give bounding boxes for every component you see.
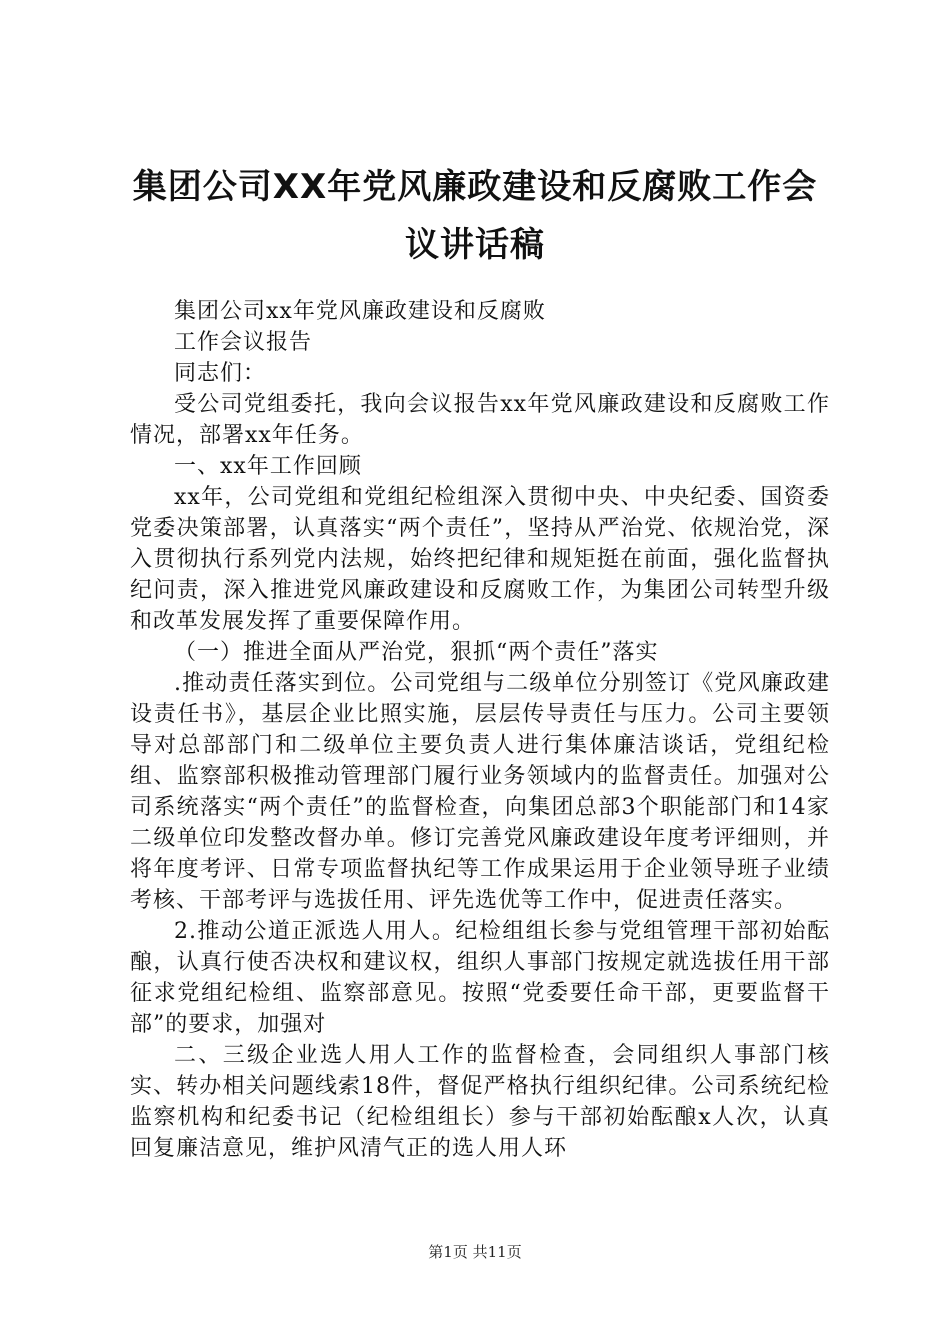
paragraph-report-name-line-1: 集团公司xx年党风廉政建设和反腐败 — [174, 299, 546, 324]
subsection-heading-1: （一）推进全面从严治党，狠抓“两个责任”落实 — [174, 640, 659, 665]
paragraph-salutation: 同志们： — [174, 361, 267, 386]
document-title — [110, 158, 840, 274]
title-line-1: 集团公司XX年党风廉政建设和反腐败工作会 — [132, 167, 818, 207]
paragraph-item-2: 2.推动公道正派选人用人。纪检组组长参与党组管理干部初始酝酿，认真行使否决权和建议权，组织人事部门按规定就选拔任用干部征求党组纪检组、监察部意见。按照“党委要任命干部，更要监督干部”的要求，加强对 — [130, 919, 830, 1037]
page-footer: 第1页 共11页 — [428, 1243, 522, 1261]
paragraph-continuation: 二、三级企业选人用人工作的监督检查，会同组织人事部门核实、转办相关问题线索18件，督促严格执行组织纪律。公司系统纪检监察机构和纪委书记（纪检组组长）参与干部初始酝酿x人次，认真回复廉洁意见，维护风清气正的选人用人环 — [130, 1043, 830, 1161]
paragraph-intro: 受公司党组委托，我向会议报告xx年党风廉政建设和反腐败工作情况，部署xx年任务。 — [130, 392, 830, 448]
document-body — [130, 296, 830, 1164]
paragraph-item-1: .推动责任落实到位。公司党组与二级单位分别签订《党风廉政建设责任书》，基层企业比照实施，层层传导责任与压力。公司主要领导对总部部门和二级单位主要负责人进行集体廉洁谈话，党组纪检组、监察部积极推动管理部门履行业务领域内的监督责任。加强对公司系统落实“两个责任”的监督检查，向集团总部3个职能部门和14家二级单位印发整改督办单。修订完善党风廉政建设年度考评细则，并将年度考评、日常专项监督执纪等工作成果运用于企业领导班子业绩考核、干部考评与选拔任用、评先选优等工作中，促进责任落实。 — [130, 671, 830, 913]
title-line-2: 议讲话稿 — [405, 225, 545, 265]
section-heading-review: 一、xx年工作回顾 — [174, 454, 362, 479]
paragraph-report-name-line-2: 工作会议报告 — [174, 330, 313, 355]
paragraph-overview: xx年，公司党组和党组纪检组深入贯彻中央、中央纪委、国资委党委决策部署，认真落实“两个责任”，坚持从严治党、依规治党，深入贯彻执行系列党内法规，始终把纪律和规矩挺在前面，强化监督执纪问责，深入推进党风廉政建设和反腐败工作，为集团公司转型升级和改革发展发挥了重要保障作用。 — [130, 485, 830, 634]
